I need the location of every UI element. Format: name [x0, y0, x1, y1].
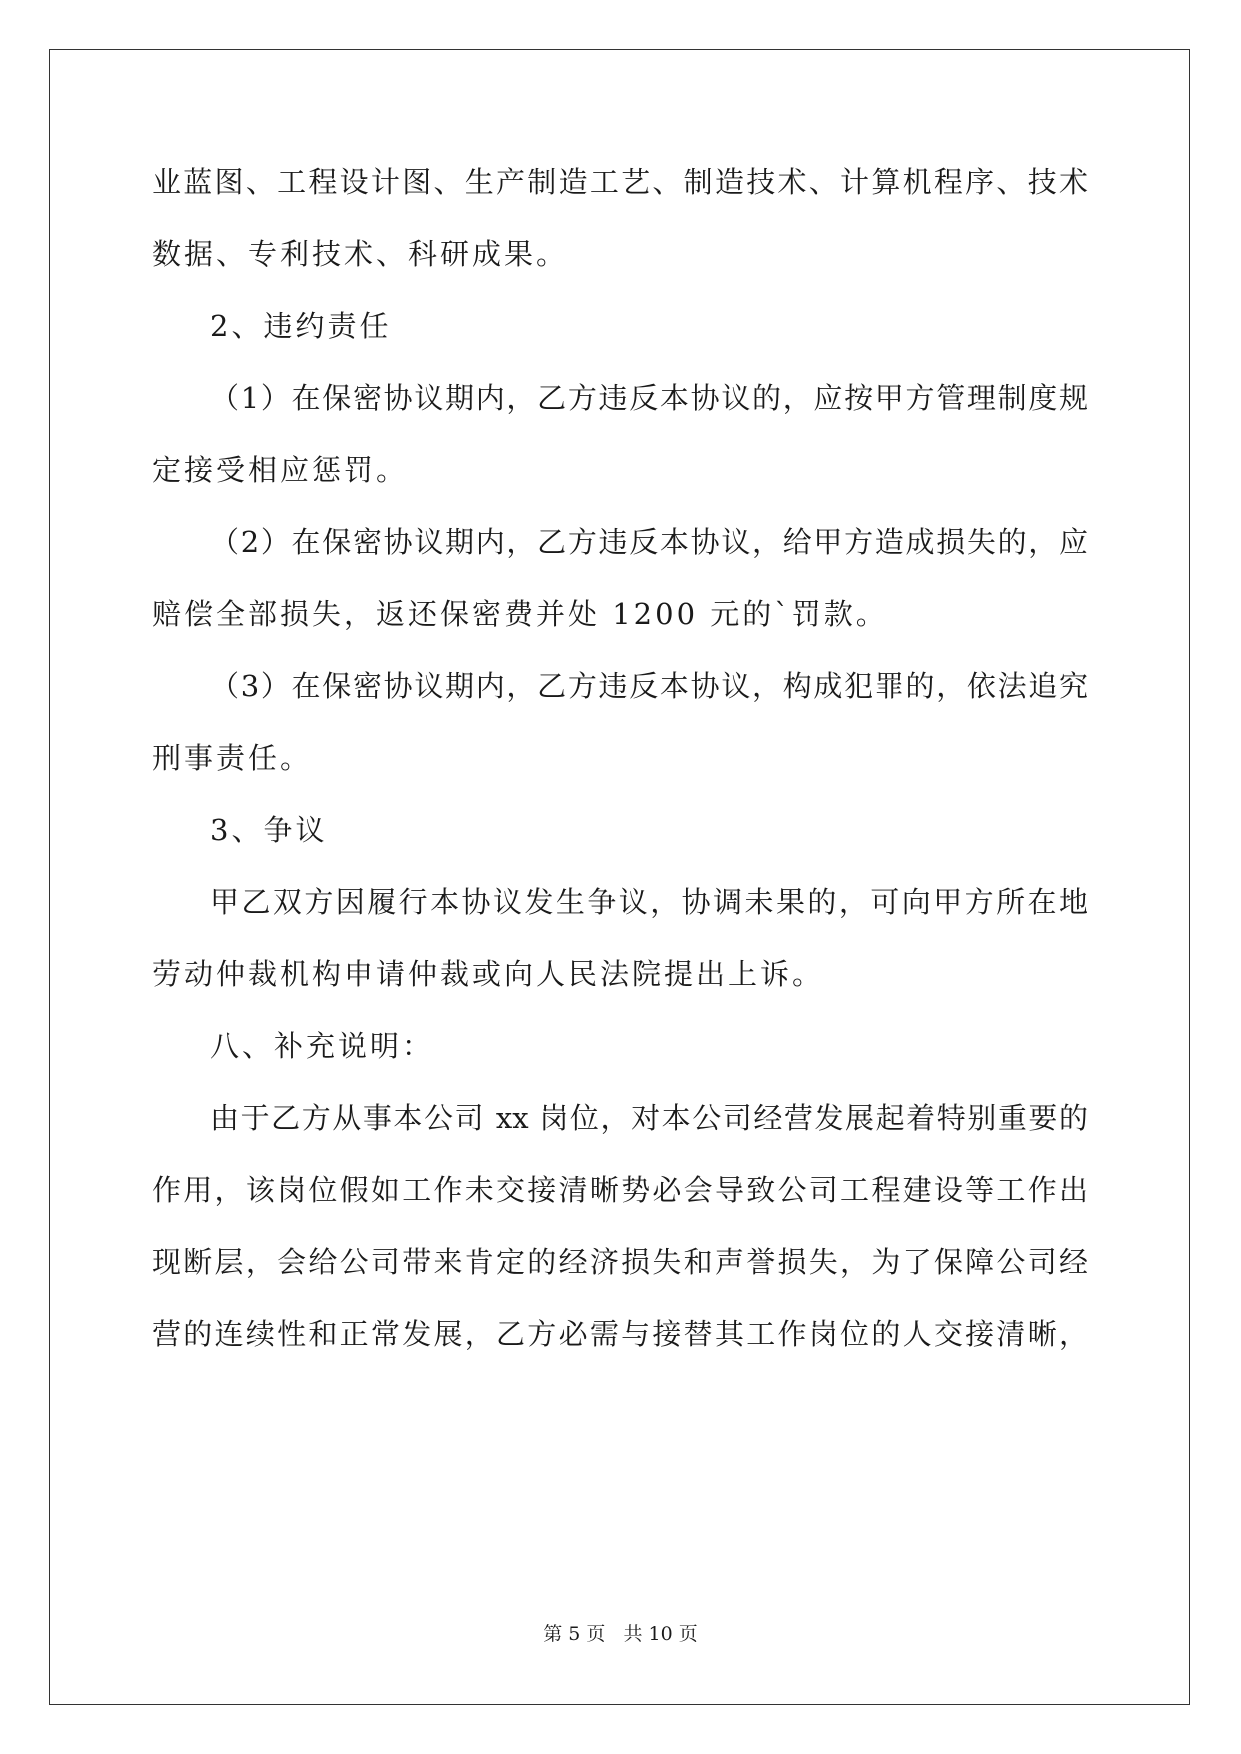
- text-line: 劳动仲裁机构申请仲裁或向人民法院提出上诉。: [152, 957, 825, 991]
- text-line: 由于乙方从事本公司 xx 岗位，对本公司经营发展起着特别重要的: [210, 1101, 1088, 1135]
- section-heading: 3、争议: [210, 813, 328, 847]
- text-line: （2）在保密协议期内，乙方违反本协议，给甲方造成损失的，应: [210, 525, 1088, 559]
- text-line: 营的连续性和正常发展，乙方必需与接替其工作岗位的人交接清晰，: [152, 1317, 1088, 1351]
- page-border: [49, 49, 1190, 1705]
- text-line: 数据、专利技术、科研成果。: [152, 237, 569, 271]
- page-footer: [0, 1619, 1241, 1646]
- text-line: 赔偿全部损失，返还保密费并处 1200 元的`罚款。: [152, 597, 888, 631]
- page-total: 共 10 页: [623, 1623, 698, 1645]
- text-line: （3）在保密协议期内，乙方违反本协议，构成犯罪的，依法追究: [210, 669, 1088, 703]
- text-line: 定接受相应惩罚。: [152, 453, 409, 487]
- text-line: 刑事责任。: [152, 741, 313, 775]
- text-line: 现断层，会给公司带来肯定的经济损失和声誉损失，为了保障公司经: [152, 1245, 1088, 1279]
- text-line: （1）在保密协议期内，乙方违反本协议的，应按甲方管理制度规: [210, 381, 1088, 415]
- text-line: 甲乙双方因履行本协议发生争议，协调未果的，可向甲方所在地: [210, 885, 1088, 919]
- text-line: 业蓝图、工程设计图、生产制造工艺、制造技术、计算机程序、技术: [152, 165, 1088, 199]
- text-line: 作用，该岗位假如工作未交接清晰势必会导致公司工程建设等工作出: [152, 1173, 1088, 1207]
- section-heading: 2、违约责任: [210, 309, 392, 343]
- section-heading: 八、补充说明：: [210, 1029, 435, 1063]
- page-number: 第 5 页: [543, 1623, 606, 1645]
